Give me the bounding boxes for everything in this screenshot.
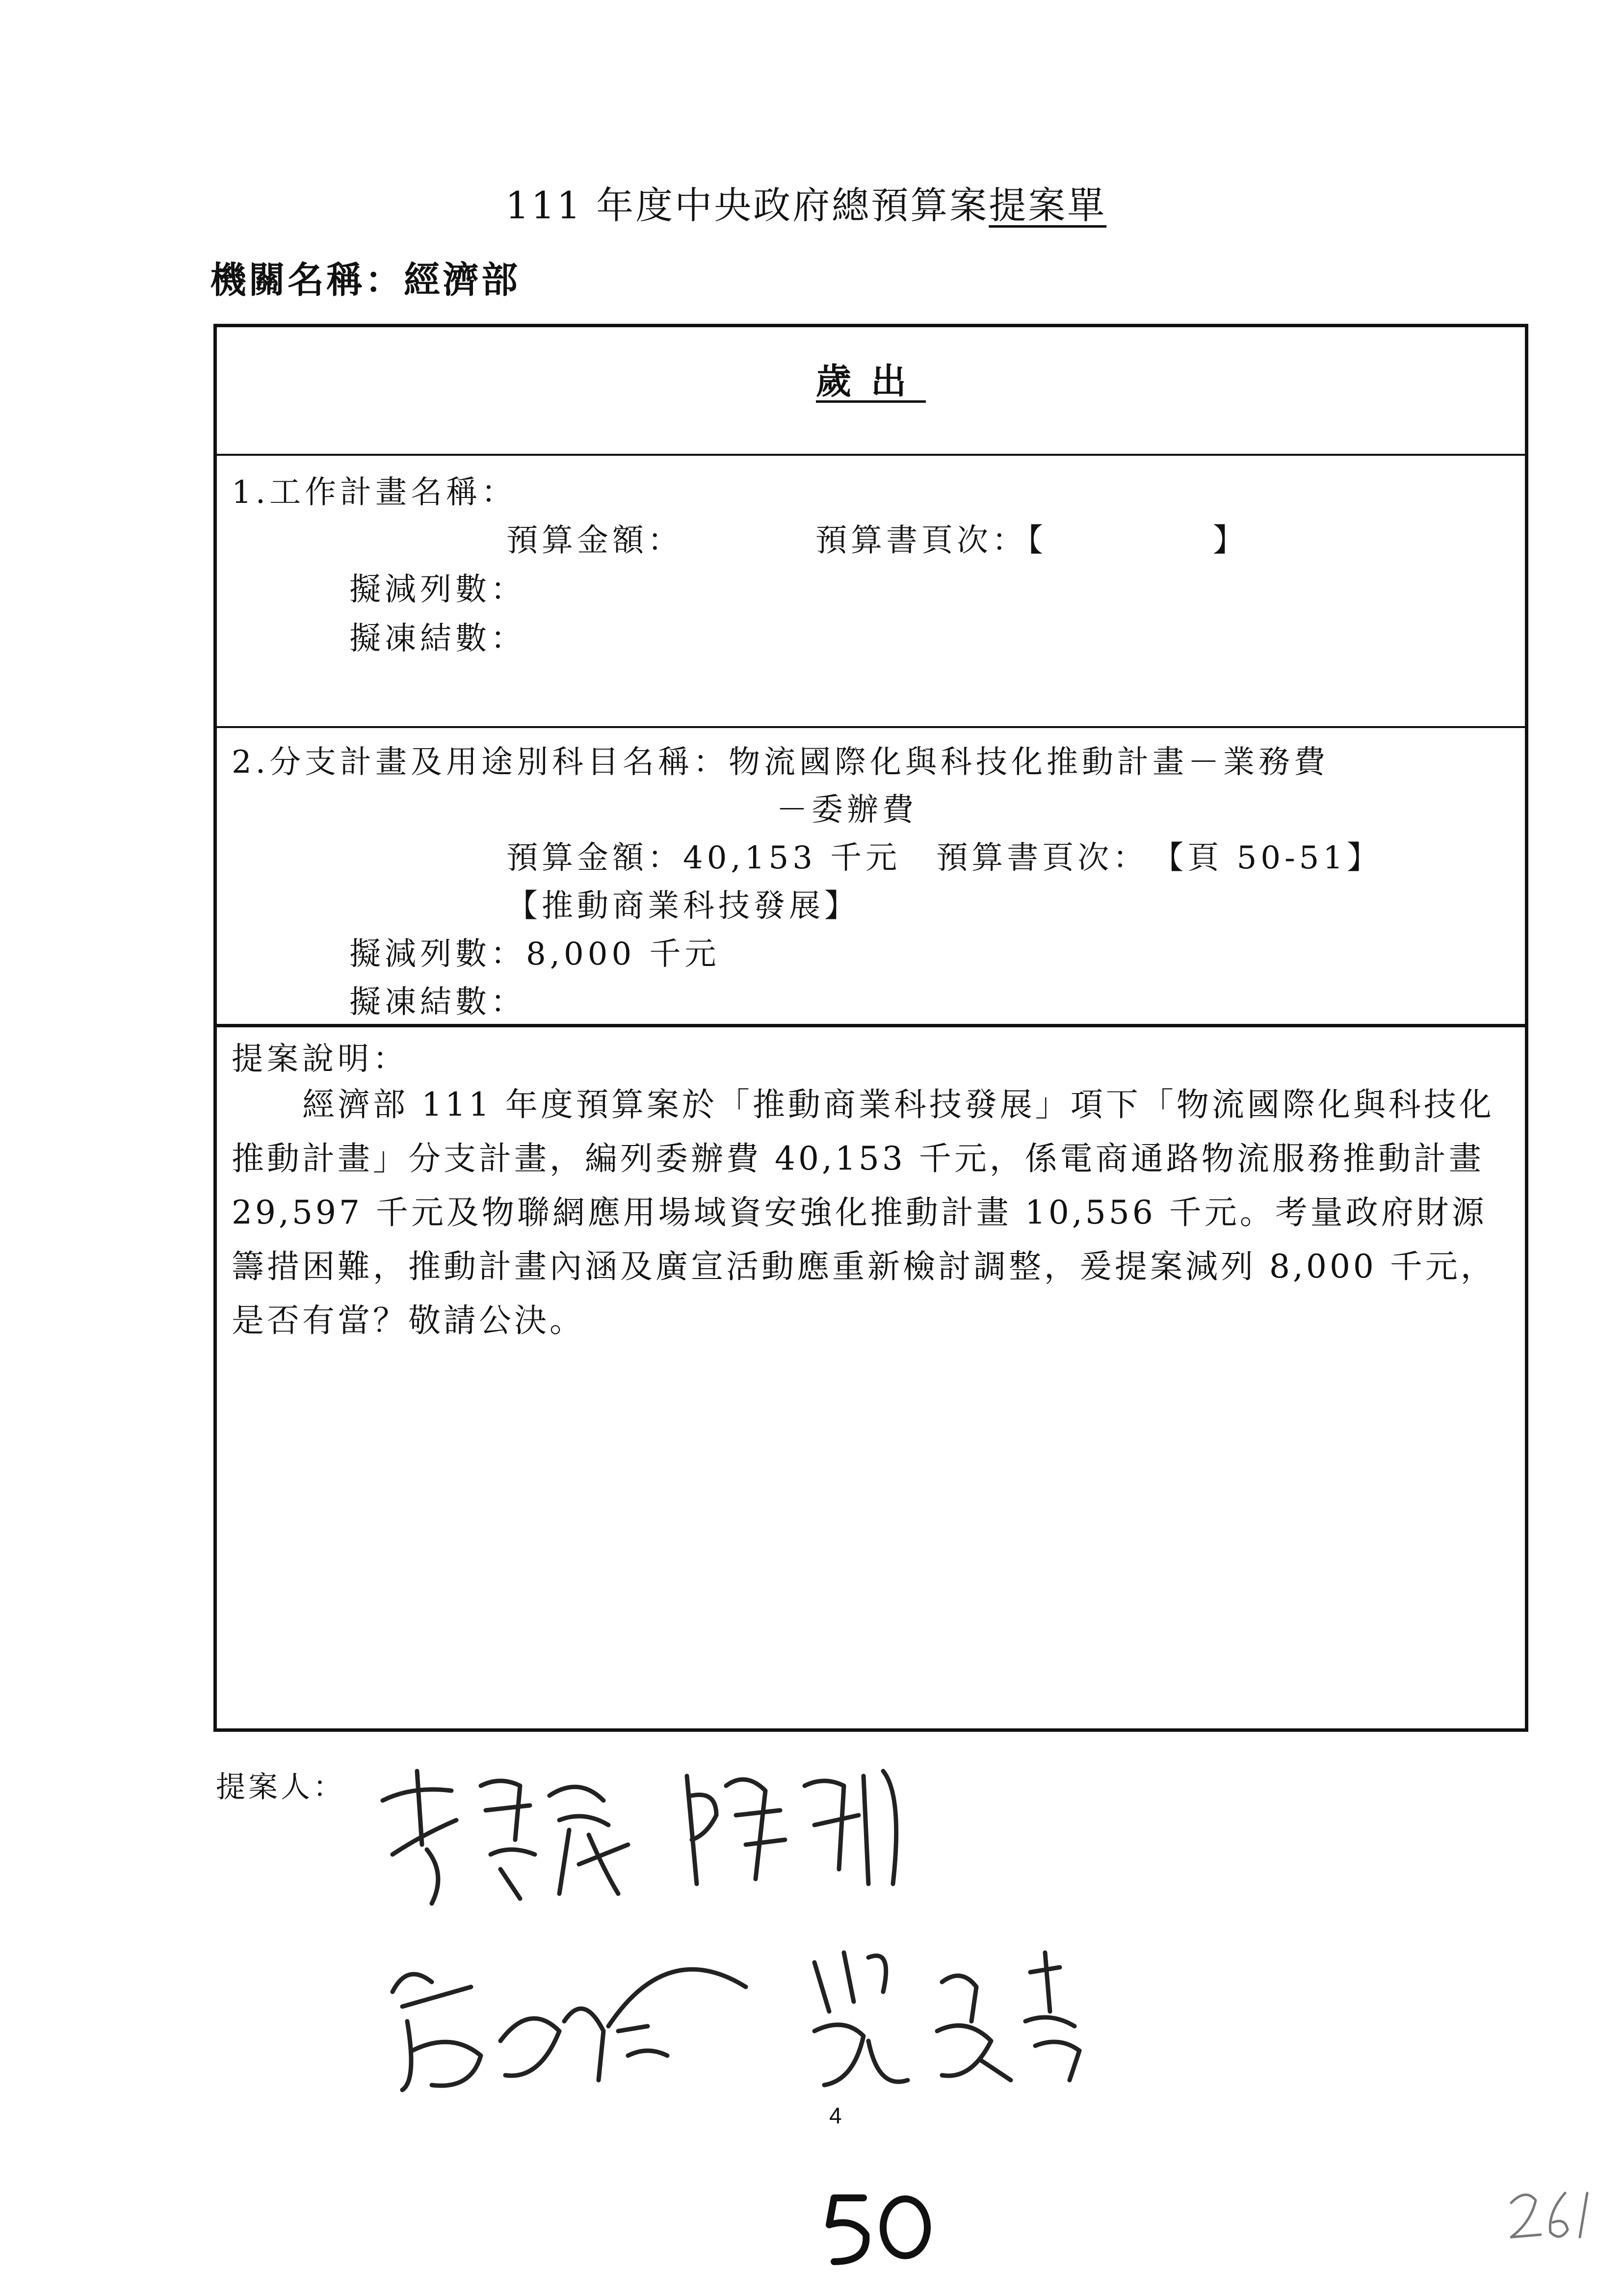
item2-cut-amount: 擬減列數：8,000 千元 xyxy=(349,936,720,972)
signature-2-image xyxy=(373,1933,1158,2110)
divider-item2 xyxy=(217,1024,1525,1027)
item2-freeze-label: 擬凍結數： xyxy=(349,984,526,1020)
cut-amount-label: 擬減列數： xyxy=(349,572,526,608)
title-prefix: 111 年度中央政府總預算案 xyxy=(505,183,989,227)
handwritten-corner-number-image xyxy=(1501,2178,1604,2252)
item2-line2: －委辦費 xyxy=(776,792,917,828)
budget-page-label: 預算書頁次：【 xyxy=(815,522,1047,559)
budget-amount-label: 預算金額： xyxy=(506,522,683,559)
divider-header xyxy=(217,454,1525,456)
divider-item1 xyxy=(217,726,1525,728)
handwritten-page-number-image xyxy=(819,2188,937,2271)
proposal-label: 提案說明： xyxy=(232,1041,408,1077)
plan-name-label: 1.工作計畫名稱： xyxy=(232,474,517,511)
document-title xyxy=(505,176,1106,229)
budget-page-close: 】 xyxy=(1213,522,1248,559)
proposal-form xyxy=(213,324,1528,1732)
proposal-body: 經濟部 111 年度預算案於「推動商業科技發展」項下「物流國際化與科技化推動計畫」分支計畫，編列委辦費 40,153 千元，係電商通路物流服務推動計畫 29,597 千元及物聯網應用場域資安強化推動計畫 10,556 千元。考量政府財源籌措困難，推動計畫內涵及廣宣活動應重新檢討調整，爰提案減列 8,000 千元，是否有當？敬請公決。 xyxy=(232,1086,1496,1339)
section-header: 歲出 xyxy=(815,360,926,402)
title-underlined: 提案單 xyxy=(989,183,1107,227)
agency-name: 機關名稱：經濟部 xyxy=(210,259,520,301)
proposer-label: 提案人： xyxy=(216,1770,345,1804)
freeze-amount-label: 擬凍結數： xyxy=(349,621,526,657)
signature-1-image xyxy=(373,1756,913,1913)
page-number: 4 xyxy=(829,2103,842,2128)
item2-budget-line: 預算金額：40,153 千元 預算書頁次： 【頁 50-51】 xyxy=(506,840,1383,876)
item2-line1: 2.分支計畫及用途別科目名稱：物流國際化與科技化推動計畫－業務費 xyxy=(232,744,1330,781)
item2-program-name: 【推動商業科技發展】 xyxy=(506,888,860,924)
